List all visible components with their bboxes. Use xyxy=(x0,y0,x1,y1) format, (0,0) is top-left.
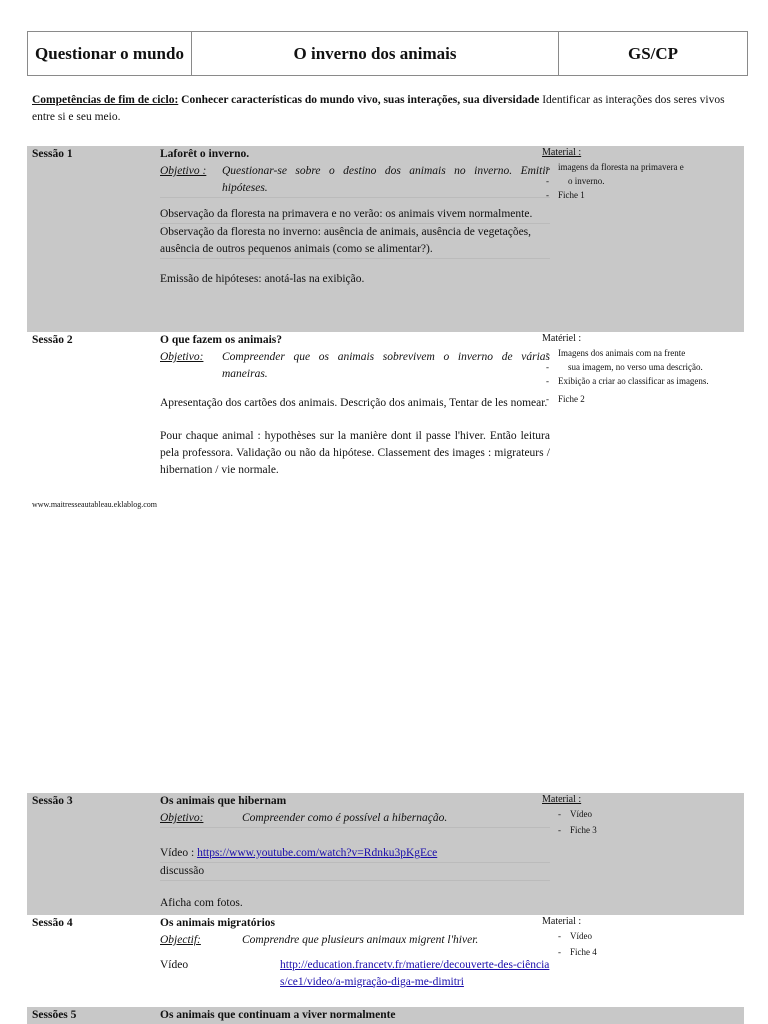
session-title: Os animais que continuam a viver normalmente xyxy=(160,1009,396,1021)
material-item: - Fiche 2 xyxy=(542,392,742,406)
objective-label: Objetivo: xyxy=(160,351,204,363)
session-paragraph: Observação da floresta na primavera e no verão: os animais vivem normalmente. xyxy=(160,206,550,224)
objective-text: Questionar-se sobre o destino dos animais no inverno. Emitir hipóteses. xyxy=(222,165,550,194)
competencias-bold: Conhecer características do mundo vivo, suas interações, sua diversidade xyxy=(181,94,540,106)
session-name: Sessão 2 xyxy=(32,334,73,346)
material-item: - Imagens dos animais com na frente xyxy=(542,346,742,360)
material-item: - Fiche 4 xyxy=(554,945,742,959)
material-label: Material : xyxy=(542,147,582,158)
session-title: O que fazem os animais? xyxy=(160,334,283,346)
session-5 xyxy=(27,1007,744,1024)
session-material xyxy=(542,146,742,202)
footer-url: www.maitresseautableau.eklablog.com xyxy=(32,500,157,509)
session-paragraph: discussão xyxy=(160,863,550,881)
header-title: O inverno dos animais xyxy=(192,32,559,75)
session-material xyxy=(542,332,742,406)
session-name: Sessão 4 xyxy=(32,917,73,929)
competencias-rest: Identificar as interações dos seres vivos entre si e seu meio. xyxy=(32,94,725,123)
material-item: - imagens da floresta na primavera e xyxy=(542,160,742,174)
material-item-continuation: - sua imagem, no verso uma descrição. xyxy=(542,360,742,374)
session-title: Os animais migratórios xyxy=(160,917,275,929)
material-label: Material : xyxy=(542,916,582,927)
session-1 xyxy=(27,146,744,332)
session-name: Sessões 5 xyxy=(32,1009,77,1021)
header-level: GS/CP xyxy=(627,43,679,63)
session-2 xyxy=(27,332,744,492)
session-paragraph: Emissão de hipóteses: anotá-las na exibição. xyxy=(160,273,365,285)
video-label: Vídeo : xyxy=(160,847,198,859)
material-label: Matériel : xyxy=(542,333,582,344)
session-material xyxy=(542,793,742,837)
objective-text: Comprendre que plusieurs animaux migrent l'hiver. xyxy=(242,934,479,946)
material-item: - Vídeo xyxy=(554,807,742,821)
material-item: - Vídeo xyxy=(554,929,742,943)
session-paragraph: Pour chaque animal : hypothèses sur la manière dont il passe l'hiver. Então leitura pela professora. Validação ou não da hipótese. Classement des images : migrateurs / hibernation / vie normale. xyxy=(160,430,550,476)
objective-label: Objectif: xyxy=(160,934,201,946)
session-objective xyxy=(160,932,550,949)
session-title: Os animais que hibernam xyxy=(160,795,287,807)
objective-label: Objetivo: xyxy=(160,812,204,824)
material-label: Material : xyxy=(542,794,582,805)
session-objective xyxy=(160,810,550,828)
session-name: Sessão 1 xyxy=(32,148,73,160)
session-paragraph: Aficha com fotos. xyxy=(160,897,243,909)
session-3 xyxy=(27,793,744,915)
session-material xyxy=(542,915,742,959)
session-name: Sessão 3 xyxy=(32,795,73,807)
session-objective xyxy=(160,163,550,198)
header-table xyxy=(27,31,748,76)
video-line xyxy=(160,845,550,863)
session-title: Laforêt o inverno. xyxy=(160,148,250,160)
objective-text: Compreender como é possível a hibernação. xyxy=(242,812,448,824)
session-paragraph: Observação da floresta no inverno: ausência de animais, ausência de vegetações, ausência de outros pequenos animais (como se alimentar?). xyxy=(160,224,550,259)
material-item: - Fiche 3 xyxy=(554,823,742,837)
video-link[interactable]: https://www.youtube.com/watch?v=Rdnku3pKgEce xyxy=(197,847,438,859)
video-line xyxy=(160,957,550,991)
material-item-continuation: - o inverno. xyxy=(542,174,742,188)
session-paragraph: Apresentação dos cartões dos animais. Descrição dos animais, Tentar de les nomear. xyxy=(160,397,548,409)
video-link[interactable]: http://education.francetv.fr/matiere/decouverte-des-ciências/ce1/video/a-migração-diga-me-dimitri xyxy=(280,959,550,988)
competencias-label: Competências de fim de ciclo: xyxy=(32,94,179,106)
material-item: - Exibição a criar ao classificar as imagens. xyxy=(542,374,742,388)
header-subject: Questionar o mundo xyxy=(28,32,192,75)
competencias-paragraph xyxy=(32,92,732,126)
video-label: Vídeo xyxy=(160,959,189,971)
session-4 xyxy=(27,915,744,1007)
objective-text: Compreender que os animais sobrevivem o inverno de várias maneiras. xyxy=(222,351,550,380)
session-objective xyxy=(160,349,550,383)
material-item: - Fiche 1 xyxy=(542,188,742,202)
objective-label: Objetivo : xyxy=(160,165,207,177)
